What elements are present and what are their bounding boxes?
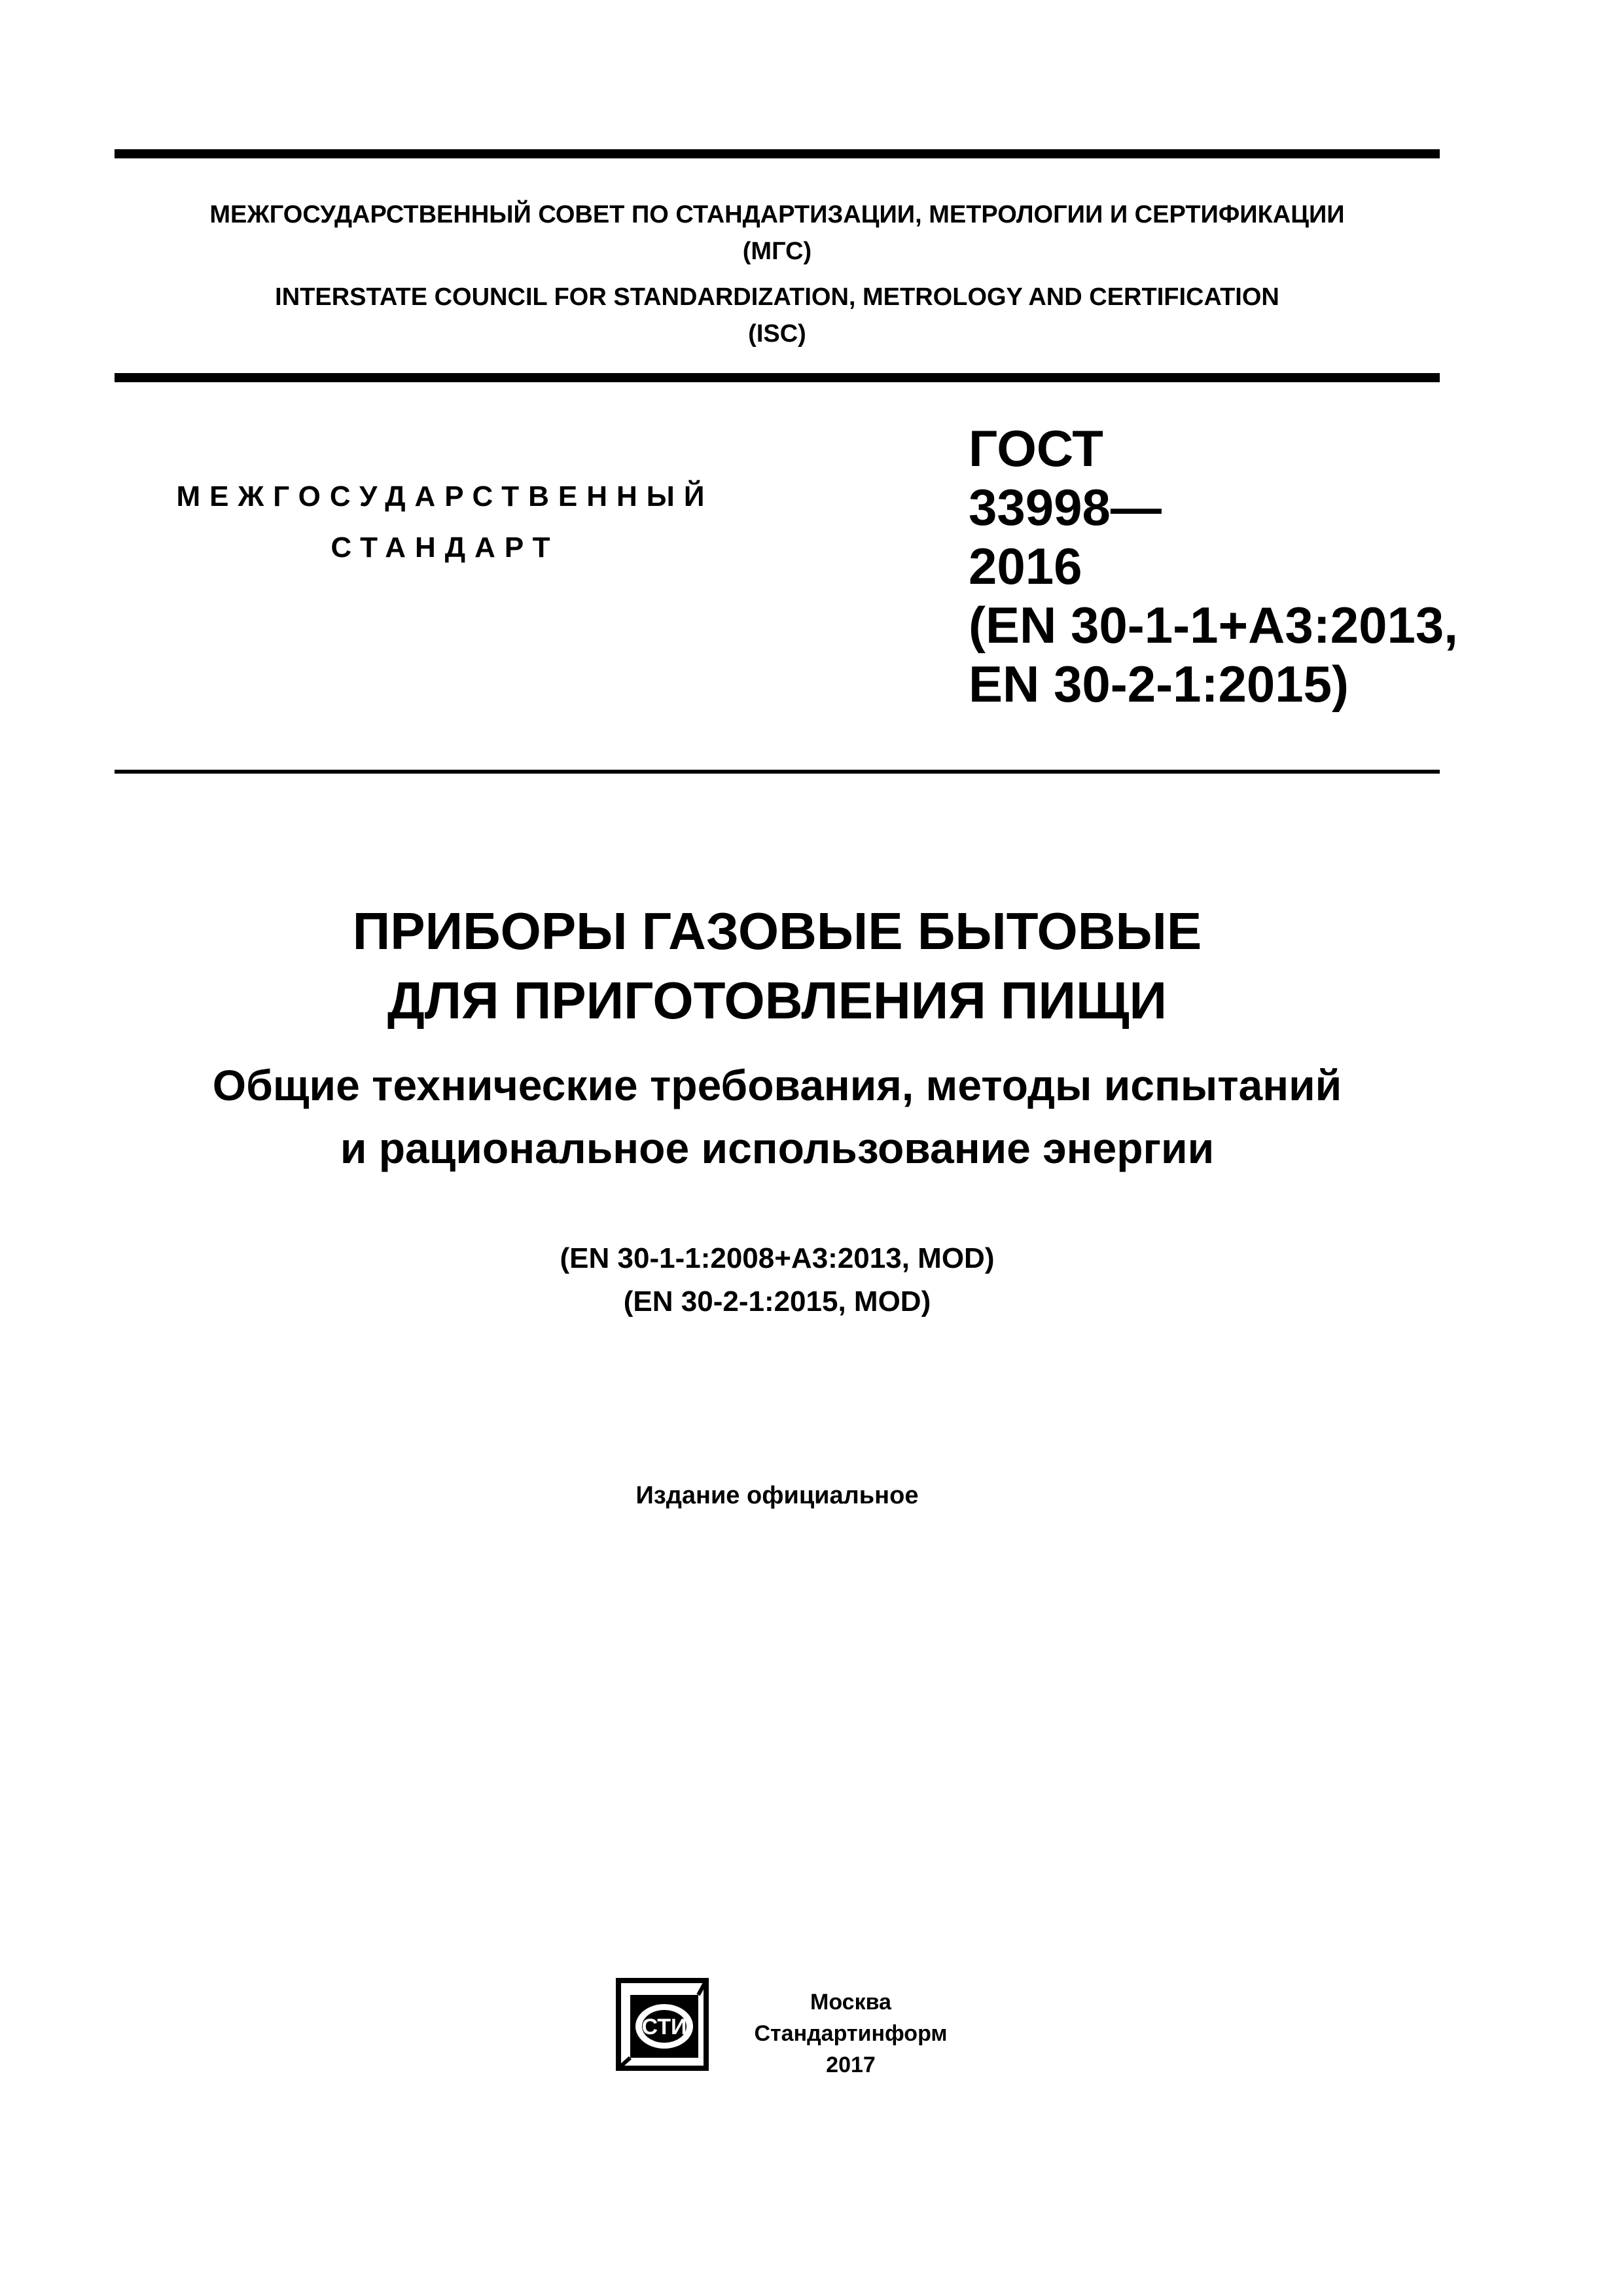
subtitle-line1: Общие технические требования, методы испытаний: [212, 1061, 1342, 1109]
publisher-name: Стандартинформ: [754, 2021, 948, 2046]
gost-designation: [969, 419, 1466, 713]
gost-line1: ГОСТ: [969, 420, 1103, 477]
council-name-en: INTERSTATE COUNCIL FOR STANDARDIZATION, METROLOGY AND CERTIFICATION: [275, 283, 1279, 311]
document-title: [115, 897, 1440, 1035]
publisher-imprint: [720, 1986, 982, 2081]
council-header: [115, 196, 1440, 352]
reference-line2: (EN 30-2-1:2015, MOD): [623, 1285, 931, 1318]
gost-line4: (EN 30-1-1+A3:2013,: [969, 596, 1458, 654]
header-rule: [115, 373, 1440, 382]
publisher-logo-icon: [612, 1977, 710, 2075]
publisher-year: 2017: [826, 2053, 876, 2077]
document-subtitle: [115, 1054, 1440, 1179]
council-name-ru: МЕЖГОСУДАРСТВЕННЫЙ СОВЕТ ПО СТАНДАРТИЗАЦИИ, МЕТРОЛОГИИ И СЕРТИФИКАЦИИ: [209, 201, 1345, 228]
publisher-city: Москва: [810, 1990, 891, 2015]
gost-line2: 33998—: [969, 478, 1162, 536]
designation-rule: [115, 770, 1440, 774]
publisher-logo-text: СТИ: [641, 2015, 687, 2039]
standard-type: [131, 471, 759, 573]
council-abbr-en: (ISC): [748, 320, 806, 348]
title-line2: ДЛЯ ПРИГОТОВЛЕНИЯ ПИЩИ: [387, 971, 1168, 1030]
top-rule: [115, 149, 1440, 158]
standard-type-line1: МЕЖГОСУДАРСТВЕННЫЙ: [176, 480, 714, 512]
reference-line1: (EN 30-1-1:2008+A3:2013, MOD): [560, 1242, 995, 1274]
standard-type-line2: СТАНДАРТ: [330, 531, 560, 564]
gost-line3: 2016: [969, 537, 1082, 595]
council-abbr-ru: (МГС): [742, 238, 812, 265]
subtitle-line2: и рациональное использование энергии: [340, 1124, 1215, 1172]
equivalence-references: [115, 1237, 1440, 1323]
title-line1: ПРИБОРЫ ГАЗОВЫЕ БЫТОВЫЕ: [352, 902, 1202, 960]
edition-label: Издание официальное: [635, 1482, 919, 1509]
gost-line5: EN 30-2-1:2015): [969, 655, 1349, 713]
